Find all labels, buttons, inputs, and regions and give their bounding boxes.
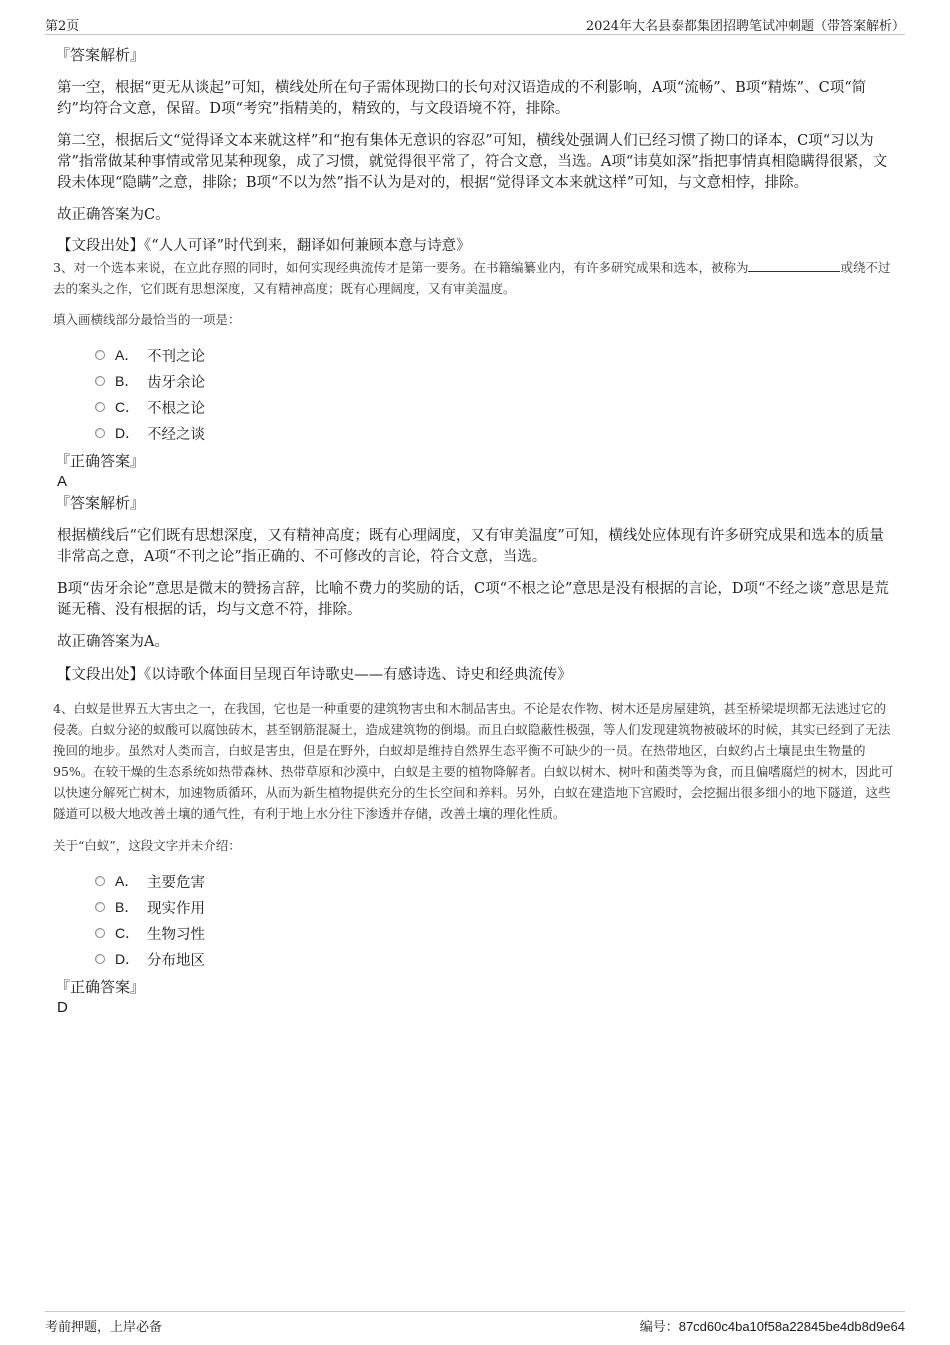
q3-prompt: 填入画横线部分最恰当的一项是： (53, 312, 241, 327)
q4-answer-value: D (57, 999, 68, 1016)
document-title: 2024年大名县泰都集团招聘笔试冲刺题（带答案解析） (585, 19, 905, 34)
q3-text-before: 3、对一个选本来说，在立此存照的同时，如何实现经典流传才是第一要务。在书籍编纂业内，有许多研究成果和选本，被称为 (53, 260, 749, 275)
q4-question-text: 4、白蚁是世界五大害虫之一，在我国，它也是一种重要的建筑物害虫和木制品害虫。不论是农作物、树木还是房屋建筑，甚至桥梁堤坝都无法逃过它的侵袭。白蚁分泌的蚁酸可以腐蚀砖木，甚至钢筋混凝土，造成建筑物的倒塌。而且白蚁隐蔽性极强，等人们发现建筑物被破坏的时候，其实已经到了无法挽回的地步。虽然对人类而言，白蚁是害虫，但是在野外，白蚁却是维持自然界生态平衡不可缺少的一员。在热带地区，白蚁约占土壤昆虫生物量的95%。在较干燥的生态系统如热带森林、热带草原和沙漠中，白蚁是主要的植物降解者。白蚁以树木、树叶和菌类等为食，而且偏嗜腐烂的树木，因此可以快速分解死亡树木，加速物质循环，从而为新生植物提供充分的生长空间和养料。另外，白蚁在建造地下宫殿时，会挖掘出很多细小的地下隧道，这些隧道可以极大地改善土壤的通气性，有利于地上水分往下渗透并存储，改善土壤的理化性质。 (53, 701, 894, 821)
radio-icon[interactable] (95, 376, 105, 386)
radio-icon[interactable] (95, 928, 105, 938)
q3-option-b[interactable]: B． 齿牙余论 (95, 368, 905, 394)
q2-analysis-label: 『答案解析』 (55, 46, 146, 64)
q4-option-a[interactable]: A． 主要危害 (95, 868, 905, 894)
q3-analysis-label: 『答案解析』 (55, 494, 146, 512)
q4-option-c[interactable]: C． 生物习性 (95, 920, 905, 946)
q3-source: 【文段出处】《以诗歌个体面目呈现百年诗歌史——有感诗选、诗史和经典流传》 (57, 667, 572, 683)
q3-answer-label: 『正确答案』 (55, 452, 146, 470)
page-footer (45, 1311, 905, 1336)
q4-options (95, 868, 905, 972)
radio-icon[interactable] (95, 902, 105, 912)
q2-analysis-p1: 第一空，根据“更无从谈起”可知，横线处所在句子需体现拗口的长句对汉语造成的不利影响，A项“流畅”、B项“精炼”、C项“简约”均符合文意，保留。D项“考究”指精美的，精致的，与文段语境不符，排除。 (57, 80, 867, 117)
q4-prompt: 关于“白蚁”，这段文字并未介绍： (53, 838, 241, 853)
radio-icon[interactable] (95, 350, 105, 360)
radio-icon[interactable] (95, 876, 105, 886)
page-number: 第2页 (45, 19, 80, 34)
footer-code-value: 87cd60c4ba10f58a22845be4db8d9e64 (678, 1319, 905, 1334)
q3-analysis-p2: B项“齿牙余论”意思是微末的赞扬言辞，比喻不费力的奖励的话，C项“不根之论”意思是没有根据的言论，D项“不经之谈”意思是荒诞无稽、没有根据的话，均与文意不符，排除。 (57, 581, 889, 618)
q3-blank-line (748, 259, 840, 272)
q3-analysis-conclusion: 故正确答案为A。 (57, 634, 169, 650)
q3-text-after: 或绕不过去的案头之作，它们既有思想深度，又有精神高度；既有心理阔度，又有审美温度。 (53, 260, 891, 296)
q3-option-c[interactable]: C． 不根之论 (95, 394, 905, 420)
radio-icon[interactable] (95, 954, 105, 964)
q4-option-b[interactable]: B． 现实作用 (95, 894, 905, 920)
q4-option-d[interactable]: D． 分布地区 (95, 946, 905, 972)
q3-question-text (53, 257, 898, 299)
footer-code (640, 1316, 905, 1335)
footer-code-label: 编号： (639, 1320, 679, 1335)
radio-icon[interactable] (95, 402, 105, 412)
q3-options (95, 342, 905, 446)
footer-slogan: 考前押题，上岸必备 (45, 1320, 163, 1335)
page-content (45, 44, 905, 1018)
q3-analysis-p1: 根据横线后“它们既有思想深度，又有精神高度；既有心理阔度，又有审美温度”可知，横线处应体现有许多研究成果和选本的质量非常高之意，A项“不刊之论”指正确的、不可修改的言论，符合文意，当选。 (57, 528, 884, 565)
q4-answer-label: 『正确答案』 (55, 978, 146, 996)
q2-source: 【文段出处】《“人人可译”时代到来，翻译如何兼顾本意与诗意》 (57, 238, 471, 254)
q3-answer-value: A (57, 473, 68, 490)
q3-option-a[interactable]: A． 不刊之论 (95, 342, 905, 368)
radio-icon[interactable] (95, 428, 105, 438)
q2-analysis-conclusion: 故正确答案为C。 (57, 207, 170, 223)
q3-option-d[interactable]: D． 不经之谈 (95, 420, 905, 446)
page-header (45, 12, 905, 35)
q2-analysis-p2: 第二空，根据后文“觉得译文本来就这样”和“抱有集体无意识的容忍”可知，横线处强调人们已经习惯了拗口的译本，C项“习以为常”指常做某种事情或常见某种现象，成了习惯，就觉得很平常了，符合文意，当选。A项“讳莫如深”指把事情真相隐瞒得很紧，文段未体现“隐瞒”之意，排除；B项“不以为然”指不认为是对的，根据“觉得译文本来就这样”可知，与文意相悖，排除。 (57, 133, 888, 191)
